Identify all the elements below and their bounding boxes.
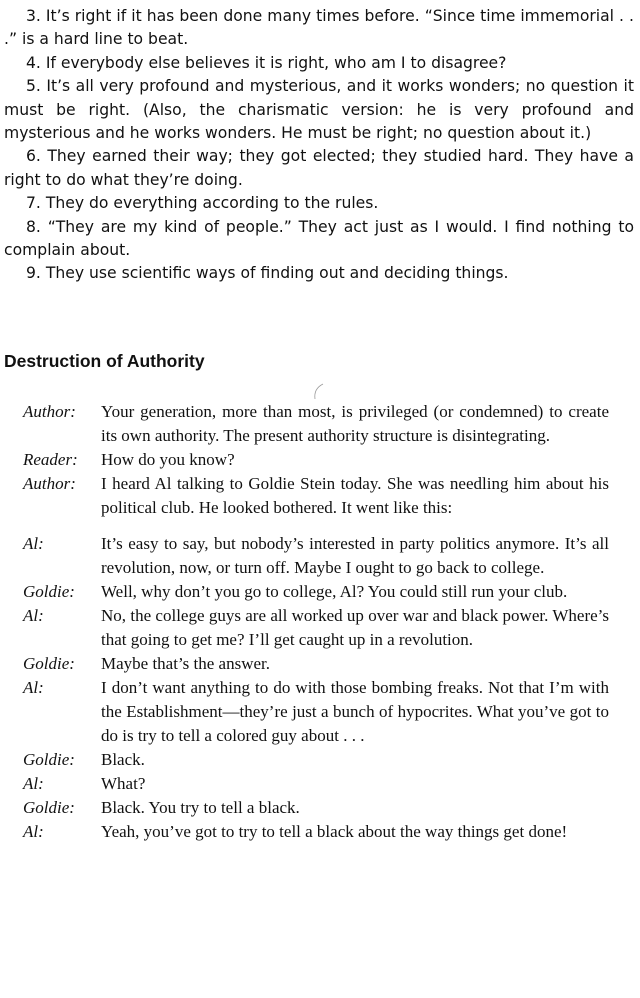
speaker-label: Al: [23,822,44,841]
dialogue-turn [0,580,640,604]
dialogue-turn [0,532,640,580]
speech-text: Black. [101,750,145,769]
dialogue-turn [0,400,640,448]
speaker-label: Al: [23,606,44,625]
list-item: 4. If everybody else believes it is right, who am I to disagree? [26,53,507,72]
dialogue-turn [0,796,640,820]
speech-text: It’s easy to say, but nobody’s interested in party politics anymore. It’s all revolution, now, or turn off. Maybe I ought to go back to college. [101,534,609,577]
speaker-label: Goldie: [23,750,75,769]
speech-text: No, the college guys are all worked up over war and black power. Where’s that going to get me? I’ll get caught up in a revolution. [101,606,609,649]
speech-text: Well, why don’t you go to college, Al? You could still run your club. [101,582,568,601]
list-item: 5. It’s all very profound and mysterious, and it works wonders; no question it must be right. (Also, the charismatic version: he is very profound and mysterious and he works wonders. He must be right; no question about it.) [4,77,634,143]
dialogue-turn [0,604,640,652]
dialogue-turn [0,676,640,748]
dialogue [0,400,640,844]
speech-text: How do you know? [101,450,235,469]
speaker-label: Author: [23,474,76,493]
numbered-list [4,5,634,286]
speech-text: Maybe that’s the answer. [101,654,271,673]
list-item: 3. It’s right if it has been done many times before. “Since time immemorial . . .” is a hard line to beat. [4,7,634,49]
list-item: 9. They use scientific ways of finding out and deciding things. [26,264,509,283]
speaker-label: Goldie: [23,798,75,817]
list-item: 6. They earned their way; they got elected; they studied hard. They have a right to do what they’re doing. [4,147,634,189]
dialogue-turn [0,472,640,520]
speech-text: I heard Al talking to Goldie Stein today. She was needling him about his political club. He looked bothered. It went like this: [101,474,609,517]
list-item: 7. They do everything according to the rules. [26,194,379,213]
list-item: 8. “They are my kind of people.” They act just as I would. I find nothing to complain about. [4,217,634,260]
speech-text: I don’t want anything to do with those bombing freaks. Not that I’m with the Establishment—they’re just a bunch of hypocrites. What you’ve got to do is try to tell a colored guy about . . . [101,678,609,745]
dialogue-turn [0,820,640,844]
speech-text: Your generation, more than most, is privileged (or condemned) to create its own authority. The present authority structure is disintegrating. [101,402,609,445]
dialogue-turn [0,652,640,676]
dialogue-turn [0,748,640,772]
speaker-label: Al: [23,774,44,793]
speaker-label: Reader: [23,450,78,469]
speech-text: Black. You try to tell a black. [101,798,300,817]
section-heading: Destruction of Authority [4,351,205,371]
speaker-label: Al: [23,678,44,697]
speech-text: Yeah, you’ve got to try to tell a black about the way things get done! [101,822,568,841]
speaker-label: Goldie: [23,654,75,673]
dialogue-turn [0,448,640,472]
speaker-label: Author: [23,402,76,421]
speaker-label: Al: [23,534,44,553]
speaker-label: Goldie: [23,582,75,601]
speech-text: What? [101,774,146,793]
dialogue-turn [0,772,640,796]
